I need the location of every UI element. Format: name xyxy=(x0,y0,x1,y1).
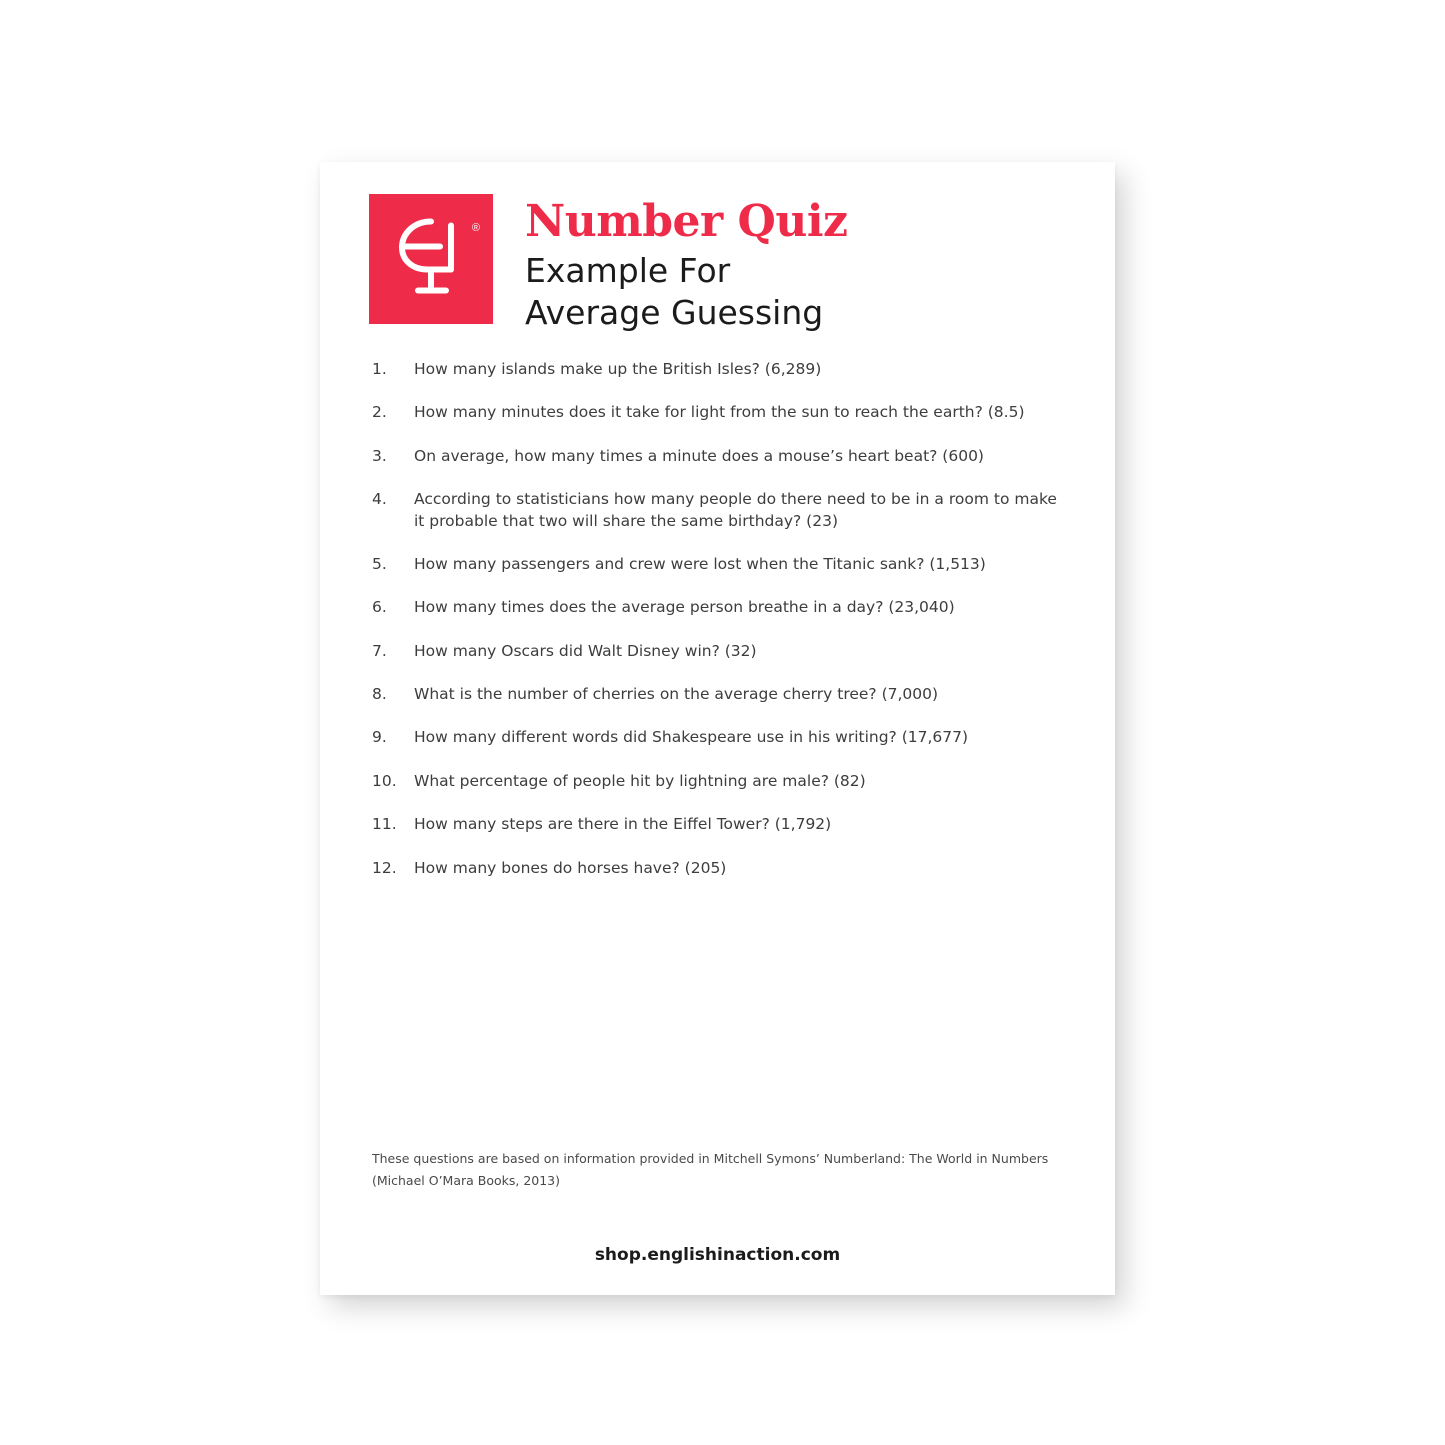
question-list xyxy=(372,359,1072,901)
question-item xyxy=(372,554,1072,575)
question-number: 4. xyxy=(372,490,387,509)
footer-website[interactable]: shop.englishinaction.com xyxy=(594,1245,841,1265)
question-text: How many minutes does it take for light from the sun to reach the earth? (8.5) xyxy=(414,403,1025,422)
question-text: How many islands make up the British Isles? (6,289) xyxy=(414,360,822,378)
question-text: What is the number of cherries on the average cherry tree? (7,000) xyxy=(414,685,939,703)
question-text: How many steps are there in the Eiffel Tower? (1,792) xyxy=(414,815,832,834)
question-item xyxy=(372,489,1072,532)
page-title: Number Quiz xyxy=(525,196,848,247)
question-item xyxy=(372,727,1072,748)
question-number: 6. xyxy=(372,598,387,617)
question-text: How many times does the average person breathe in a day? (23,040) xyxy=(414,598,955,617)
question-item xyxy=(372,446,1072,467)
document-page xyxy=(320,162,1115,1295)
source-note xyxy=(372,1148,1072,1191)
source-note-line-1: These questions are based on information provided in Mitchell Symons’ Numberland: The World in Numbers xyxy=(372,1151,1049,1166)
english-in-action-logo-icon xyxy=(394,216,468,303)
title-block xyxy=(525,194,848,334)
question-number: 1. xyxy=(372,360,387,378)
question-number: 5. xyxy=(372,554,387,573)
question-item xyxy=(372,597,1072,618)
page-subtitle-line-2: Average Guessing xyxy=(525,293,824,333)
question-number: 10. xyxy=(372,771,397,790)
question-item xyxy=(372,641,1072,662)
question-item xyxy=(372,684,1072,705)
question-number: 9. xyxy=(372,728,387,747)
registered-trademark-icon: ® xyxy=(471,222,480,234)
question-number: 3. xyxy=(372,446,387,465)
source-note-line-2: (Michael O’Mara Books, 2013) xyxy=(372,1172,561,1188)
question-text: How many different words did Shakespeare use in his writing? (17,677) xyxy=(414,728,969,747)
question-number: 12. xyxy=(372,858,397,877)
question-number: 2. xyxy=(372,403,387,422)
question-text: How many bones do horses have? (205) xyxy=(414,858,727,877)
question-item xyxy=(372,814,1072,835)
question-number: 11. xyxy=(372,815,397,834)
page-subtitle-line-1: Example For xyxy=(525,250,731,290)
question-number: 8. xyxy=(372,685,387,703)
question-text: According to statisticians how many people do there need to be in a room to make it probable that two will share the same birthday? (23) xyxy=(414,490,1057,530)
question-text: How many Oscars did Walt Disney win? (32) xyxy=(414,641,757,660)
question-item xyxy=(372,858,1072,879)
question-item xyxy=(372,771,1072,792)
logo-block xyxy=(369,194,493,324)
document-header xyxy=(369,194,848,334)
question-item xyxy=(372,359,1072,380)
question-text: On average, how many times a minute does a mouse’s heart beat? (600) xyxy=(414,446,984,465)
question-item xyxy=(372,402,1072,423)
question-number: 7. xyxy=(372,641,387,660)
question-text: How many passengers and crew were lost when the Titanic sank? (1,513) xyxy=(414,554,986,573)
question-text: What percentage of people hit by lightning are male? (82) xyxy=(414,771,866,790)
